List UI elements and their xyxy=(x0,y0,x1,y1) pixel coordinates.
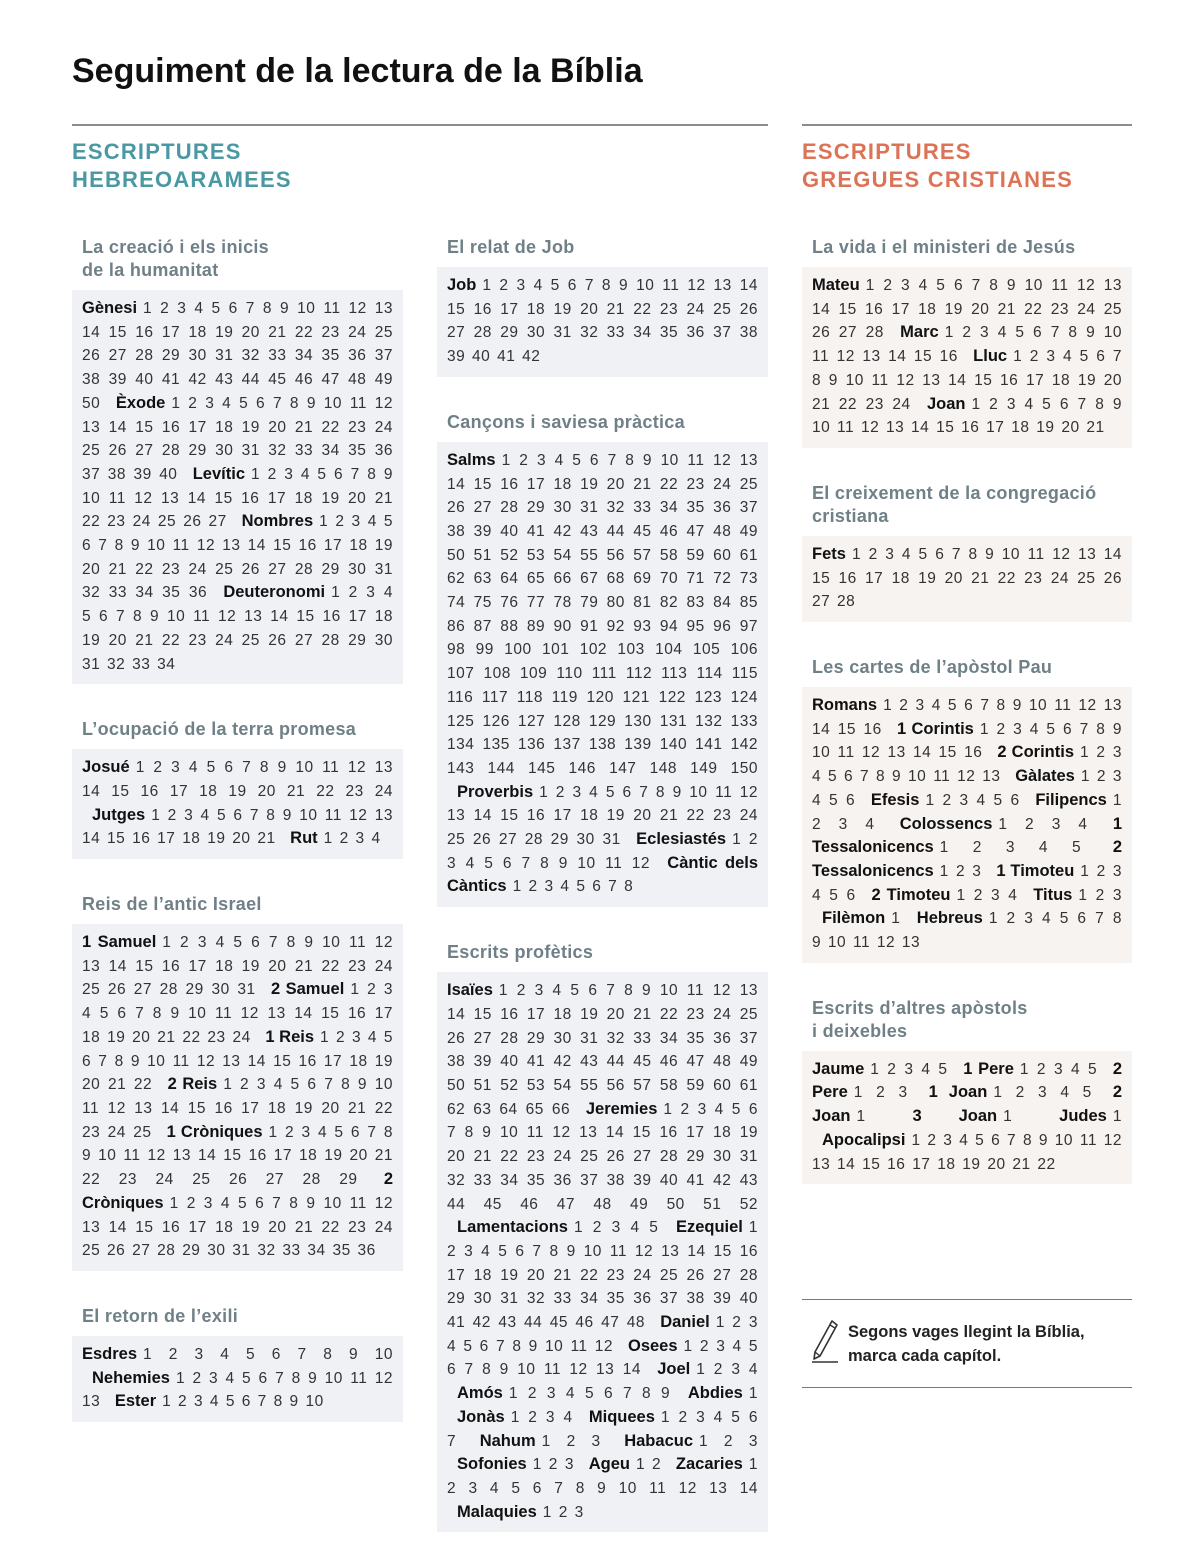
note-line2: marca cada capítol. xyxy=(848,1347,1002,1365)
group-title xyxy=(802,236,1132,259)
chapter-list[interactable]: 1 2 3 4 5 6 7 8 9 10 11 12 13 14 15 16 17 18 19 20 21 22 23 24 25 26 27 28 29 30 31 32 33 34 35 36 37 38 39 40 41 42 43 44 45 46 47 48 49 50 xyxy=(82,300,393,412)
chapter-box xyxy=(802,687,1132,963)
chapter-list[interactable]: 1 2 3 4 5 6 7 8 9 10 11 12 13 14 15 16 17 18 19 20 21 22 xyxy=(812,1131,1122,1173)
chapter-list[interactable]: 1 2 3 4 5 6 7 8 9 10 11 12 13 14 15 16 17 18 19 20 21 22 23 24 25 26 27 28 29 30 31 xyxy=(82,934,393,999)
chapter-list[interactable]: 1 2 3 4 5 6 7 8 9 10 11 12 13 14 15 16 xyxy=(812,324,1122,366)
group-jesus xyxy=(802,236,1132,448)
chapter-list[interactable]: 1 2 3 4 5 6 xyxy=(812,768,1122,809)
book-name: Jutges xyxy=(92,805,146,824)
group-title-line: de la humanitat xyxy=(82,260,219,280)
chapter-list[interactable]: 1 2 3 xyxy=(532,1456,574,1474)
chapter-list[interactable]: 1 2 xyxy=(635,1456,662,1474)
book-name: Ester xyxy=(114,1392,157,1411)
book-name: Eclesiastés xyxy=(636,830,727,849)
chapter-list[interactable]: 1 2 3 4 5 6 7 8 9 10 11 12 xyxy=(447,831,758,872)
chapter-list[interactable]: 1 2 3 4 5 6 7 xyxy=(447,1408,758,1450)
group-title xyxy=(72,236,403,282)
book-name: Habacuc xyxy=(624,1431,693,1450)
chapter-list[interactable]: 1 2 3 4 5 xyxy=(993,1084,1092,1102)
book-name: 2 Pere xyxy=(812,1059,1123,1102)
group-paul xyxy=(802,656,1132,963)
book-name: Miquees xyxy=(588,1407,655,1426)
book-name: Nehemies xyxy=(92,1368,170,1387)
chapter-list[interactable]: 1 2 3 xyxy=(939,862,982,880)
chapter-box xyxy=(802,536,1132,622)
group-title-line: El retorn de l’exili xyxy=(82,1305,239,1326)
book-name: Deuteronomi xyxy=(223,583,326,602)
chapter-list[interactable]: 1 2 3 4 5 xyxy=(573,1219,659,1237)
chapter-list[interactable]: 1 2 3 4 5 6 7 8 9 10 11 12 13 xyxy=(82,1369,393,1411)
book-name: 1 Corintis xyxy=(897,719,974,738)
book-name: Marc xyxy=(900,323,939,342)
group-title-line: El relat de Job xyxy=(447,237,575,257)
group-title-line: La vida i el ministeri de Jesús xyxy=(812,237,1076,257)
book-name: 2 Cròniques xyxy=(82,1170,393,1212)
group-title xyxy=(72,893,403,916)
book-name: Job xyxy=(447,276,477,294)
chapter-list[interactable]: 1 2 3 4 5 6 7 8 9 10 11 12 13 14 15 16 17 18 19 20 21 xyxy=(812,395,1122,437)
chapter-list[interactable]: 1 2 3 4 5 6 7 8 9 10 11 12 13 14 15 16 17 18 19 20 21 22 23 24 25 26 27 28 29 30 31 xyxy=(447,783,758,849)
chapter-list[interactable]: 1 2 3 4 5 6 7 8 9 xyxy=(508,1385,671,1403)
book-name: 2 Samuel xyxy=(271,980,345,999)
book-name: 1 Joan xyxy=(928,1083,988,1102)
group-job xyxy=(437,236,768,377)
chapter-list[interactable]: 1 xyxy=(748,1385,758,1403)
book-name: Gàlates xyxy=(1015,767,1075,786)
chapter-list[interactable]: 1 2 3 4 5 6 7 8 9 10 11 12 13 14 15 16 17 18 19 20 21 22 23 24 25 26 27 28 29 30 31 32 33 34 35 36 37 38 39 40 41 42 43 44 45 46 47 48 49 50 51 52 53 54 55 56 57 58 59 60 61 62 63 64 65 66 67 68 69 70 71 72 73 74 75 76 77 78 79 80 81 82 83 84 85 86 87 88 89 90 91 92 93 94 95 96 97 98 99 100 101 102 103 104 105 106 107 108 109 110 111 112 113 114 115 116 117 118 119 120 121 122 123 124 125 126 127 128 129 130 131 132 133 134 135 136 137 138 139 140 141 142 143 144 145 146 147 148 149 150 xyxy=(447,451,758,777)
group-title xyxy=(802,656,1132,679)
chapter-list[interactable]: 1 2 3 4 5 6 7 8 9 10 11 12 13 14 15 16 17 18 19 20 21 22 23 24 25 26 27 xyxy=(82,465,393,531)
book-name: Efesis xyxy=(870,790,920,809)
chapter-list[interactable]: 1 2 3 4 5 6 7 8 9 10 11 12 13 14 15 16 17 18 19 20 21 22 23 24 25 xyxy=(82,1076,393,1141)
group-title-line: Reis de l’antic Israel xyxy=(82,894,262,915)
book-name: Isaïes xyxy=(447,981,493,1000)
chapter-list[interactable]: 1 2 3 4 5 6 xyxy=(812,862,1122,904)
book-name: Judes xyxy=(1059,1107,1107,1126)
group-promised-land xyxy=(72,718,403,859)
chapter-box xyxy=(72,749,403,859)
chapter-box xyxy=(437,442,768,907)
chapter-box xyxy=(72,924,403,1271)
chapter-list[interactable]: 1 2 3 4 5 xyxy=(1019,1060,1098,1078)
chapter-list[interactable]: 1 2 3 4 5 6 7 8 9 10 11 12 13 14 15 16 xyxy=(812,697,1122,738)
book-name: Esdres xyxy=(82,1344,138,1363)
book-name: Daniel xyxy=(660,1313,710,1332)
group-title xyxy=(72,718,403,741)
chapter-list[interactable]: 1 2 3 xyxy=(542,1503,584,1521)
group-other-apostles xyxy=(802,997,1132,1185)
chapter-list[interactable]: 1 2 3 4 5 6 7 8 9 10 11 12 13 14 15 16 17 18 19 20 21 22 23 24 xyxy=(82,981,393,1046)
book-name: 2 Joan xyxy=(812,1083,1123,1126)
column-hebrew-left xyxy=(72,236,403,1422)
book-name: Apocalipsi xyxy=(822,1130,906,1149)
hebrew-section-line1: ESCRIPTURES xyxy=(72,139,242,164)
group-title-line: Escrits d’altres apòstols xyxy=(812,997,1028,1018)
chapter-list[interactable]: 1 2 3 4 5 6 7 8 xyxy=(512,878,634,896)
note-text xyxy=(848,1320,1085,1368)
book-name: Jaume xyxy=(812,1059,865,1078)
chapter-list[interactable]: 1 2 3 4 5 xyxy=(939,839,1082,857)
book-name: Salms xyxy=(447,450,496,469)
chapter-list[interactable]: 1 2 3 4 xyxy=(998,815,1088,833)
group-title xyxy=(802,482,1132,528)
group-title-line: cristiana xyxy=(812,505,889,526)
chapter-list[interactable]: 1 2 3 xyxy=(541,1432,601,1450)
group-title-line: L’ocupació de la terra promesa xyxy=(82,719,357,740)
group-creation xyxy=(72,236,403,684)
chapter-list[interactable]: 1 2 3 xyxy=(699,1432,758,1450)
group-title xyxy=(437,236,768,259)
group-title xyxy=(72,1305,403,1328)
chapter-list[interactable]: 1 2 3 4 5 6 7 8 9 10 11 12 13 14 xyxy=(447,1456,758,1497)
chapter-list[interactable]: 1 xyxy=(1112,1108,1122,1126)
book-name: 1 Pere xyxy=(963,1059,1014,1078)
book-name: Filèmon xyxy=(822,909,886,928)
book-name: 3 Joan xyxy=(912,1107,998,1126)
book-name: Càntic dels Càntics xyxy=(447,853,759,896)
reading-note xyxy=(802,1299,1132,1388)
book-name: Joel xyxy=(657,1360,691,1379)
group-title-line: La creació i els inicis xyxy=(82,237,269,257)
book-name: Malaquies xyxy=(457,1502,537,1521)
chapter-list[interactable]: 1 2 3 4 5 6 7 8 9 10 11 12 13 14 xyxy=(447,1337,758,1379)
chapter-box xyxy=(72,1336,403,1422)
book-name: Titus xyxy=(1033,885,1073,904)
book-name: Sofonies xyxy=(457,1455,527,1474)
book-name: Levític xyxy=(192,464,245,483)
chapter-box xyxy=(437,972,768,1532)
chapter-list[interactable]: 1 2 3 4 5 6 7 8 9 10 xyxy=(162,1393,324,1411)
chapter-list[interactable]: 1 2 3 4 5 6 7 8 9 10 11 12 13 14 15 16 17 18 19 20 21 22 23 24 25 26 27 28 29 30 31 32 33 34 xyxy=(82,584,393,673)
group-title xyxy=(802,997,1132,1043)
chapter-box xyxy=(72,290,403,684)
book-name: Joan xyxy=(926,394,966,413)
group-prophetic xyxy=(437,941,768,1532)
group-title-line: Escrits profètics xyxy=(447,942,594,963)
greek-section-line1: ESCRIPTURES xyxy=(802,139,972,164)
chapter-box xyxy=(802,267,1132,448)
chapter-list[interactable]: 1 2 3 xyxy=(853,1084,908,1102)
book-name: 1 Samuel xyxy=(82,933,157,952)
book-name: Zacaries xyxy=(675,1455,743,1474)
chapter-list[interactable]: 1 2 3 4 5 6 7 8 9 10 11 12 13 14 15 16 17 18 19 20 21 22 23 24 25 26 27 28 29 30 31 32 33 34 35 36 xyxy=(82,513,393,602)
hebrew-section-line2: HEBREOARAMEES xyxy=(72,167,292,192)
column-greek xyxy=(802,236,1132,1184)
chapter-list[interactable]: 1 2 3 4 xyxy=(696,1361,758,1379)
hebrew-divider xyxy=(72,124,768,126)
chapter-list[interactable]: 1 2 3 4 5 xyxy=(870,1060,948,1078)
chapter-list[interactable]: 1 2 3 4 xyxy=(510,1408,573,1426)
book-name: Mateu xyxy=(812,276,860,294)
book-name: Ezequiel xyxy=(675,1218,743,1237)
chapter-list[interactable]: 1 2 3 4 5 6 7 8 9 10 11 12 13 14 15 16 17 18 19 20 21 22 23 24 25 26 27 28 xyxy=(812,545,1122,611)
chapter-list[interactable]: 1 2 3 xyxy=(1078,886,1122,904)
book-name: 2 Tessalonicencs xyxy=(812,838,1122,880)
chapter-list[interactable]: 1 2 3 4 5 6 7 8 9 10 11 12 13 14 15 16 17 18 19 20 21 xyxy=(82,806,393,848)
book-name: Lamentacions xyxy=(457,1218,568,1237)
chapter-list[interactable]: 1 xyxy=(891,910,901,928)
chapter-list[interactable]: 1 xyxy=(856,1108,866,1126)
chapter-list[interactable]: 1 2 3 4 5 6 7 8 9 10 xyxy=(143,1345,393,1363)
chapter-list[interactable]: 1 2 3 4 5 6 7 8 9 10 11 12 13 14 15 16 17 18 19 20 21 22 23 24 25 26 27 28 29 30 31 32 33 34 35 36 37 38 39 40 xyxy=(82,394,393,483)
chapter-list[interactable]: 1 xyxy=(1003,1108,1013,1126)
group-songs xyxy=(437,411,768,907)
book-name: 2 Reis xyxy=(167,1075,218,1094)
page-title: Seguiment de la lectura de la Bíblia xyxy=(72,52,643,90)
book-name: Josué xyxy=(82,758,130,777)
chapter-list[interactable]: 1 2 3 4 5 6 7 8 9 10 11 12 13 14 15 16 17 18 19 20 21 22 23 24 xyxy=(812,348,1122,413)
group-congregation xyxy=(802,482,1132,622)
chapter-list[interactable]: 1 2 3 4 5 6 7 8 9 10 11 12 13 14 15 16 17 18 19 20 21 22 23 24 xyxy=(82,759,393,800)
greek-section-heading xyxy=(802,138,1073,194)
book-name: Lluc xyxy=(973,347,1008,366)
book-name: Proverbis xyxy=(457,782,534,801)
book-name: Amós xyxy=(457,1384,503,1403)
book-name: 2 Timoteu xyxy=(871,885,951,904)
chapter-list[interactable]: 1 2 3 4 5 6 7 8 9 10 11 12 13 xyxy=(812,910,1122,952)
chapter-list[interactable]: 1 2 3 4 5 6 7 8 9 10 11 12 13 14 15 16 17 18 19 20 21 22 23 24 25 26 27 28 29 xyxy=(82,1123,393,1189)
chapter-list[interactable]: 1 2 3 4 5 6 7 8 9 10 11 12 13 14 15 16 17 18 19 20 21 22 23 24 25 26 27 28 29 30 31 32 33 34 35 36 37 38 39 40 41 42 43 44 45 46 47 48 xyxy=(447,1219,758,1332)
pencil-icon xyxy=(810,1318,840,1364)
group-kings xyxy=(72,893,403,1271)
chapter-list[interactable]: 1 2 3 4 5 6 7 8 9 10 11 12 13 14 15 16 17 18 19 20 21 22 xyxy=(82,1028,393,1094)
chapter-box xyxy=(437,267,768,377)
book-name: Jeremies xyxy=(585,1099,658,1118)
chapter-list[interactable]: 1 2 3 4 5 6 xyxy=(925,791,1020,809)
book-name: Hebreus xyxy=(916,909,983,928)
note-line1: Segons vages llegint la Bíblia, xyxy=(848,1323,1085,1341)
book-name: Osees xyxy=(628,1336,678,1355)
hebrew-section-heading xyxy=(72,138,292,194)
chapter-list[interactable]: 1 2 3 4 5 6 7 8 9 10 11 12 13 14 15 16 17 18 19 20 21 22 23 24 25 26 27 28 29 30 31 32 33 34 35 36 xyxy=(82,1194,393,1260)
group-title-line: El creixement de la congregació xyxy=(812,482,1097,503)
book-name: Jonàs xyxy=(457,1407,505,1426)
book-name: 1 Tessalonicencs xyxy=(812,814,1122,857)
group-title-line: Les cartes de l’apòstol Pau xyxy=(812,657,1053,678)
chapter-list[interactable]: 1 2 3 4 5 6 7 8 9 10 11 12 13 xyxy=(812,744,1122,786)
book-name: Colossencs xyxy=(899,814,993,833)
book-name: Èxode xyxy=(115,393,166,412)
greek-section-line2: GREGUES CRISTIANES xyxy=(802,167,1073,192)
book-name: Nombres xyxy=(241,512,314,531)
chapter-list[interactable]: 1 2 3 4 5 6 7 8 9 10 11 12 13 14 15 16 17 18 19 20 21 22 23 24 25 26 27 28 29 30 31 32 33 34 35 36 37 38 39 40 41 42 xyxy=(447,277,758,366)
book-name: Filipencs xyxy=(1035,790,1107,809)
book-name: Gènesi xyxy=(82,299,138,317)
book-name: Fets xyxy=(812,544,846,563)
chapter-list[interactable]: 1 2 3 4 xyxy=(323,830,381,848)
book-name: Romans xyxy=(812,696,878,715)
chapter-box xyxy=(802,1051,1132,1185)
chapter-list[interactable]: 1 2 3 4 5 6 7 8 9 10 11 12 13 14 15 16 17 18 19 20 21 22 23 24 25 26 27 28 29 30 31 32 33 34 35 36 37 38 39 40 41 42 43 44 45 46 47 48 49 50 51 52 53 54 55 56 57 58 59 60 61 62 63 64 65 66 xyxy=(447,982,758,1118)
group-exile xyxy=(72,1305,403,1422)
chapter-list[interactable]: 1 2 3 4 xyxy=(956,886,1018,904)
book-name: Rut xyxy=(290,829,318,848)
chapter-list[interactable]: 1 2 3 4 xyxy=(812,791,1122,833)
chapter-list[interactable]: 1 2 3 4 5 6 7 8 9 10 11 12 13 14 15 16 17 18 19 20 21 22 23 24 25 26 27 28 xyxy=(812,277,1122,342)
book-name: 1 Reis xyxy=(265,1027,315,1046)
group-title-line: i deixebles xyxy=(812,1020,908,1041)
chapter-list[interactable]: 1 2 3 4 5 6 7 8 9 10 11 12 xyxy=(447,1314,758,1355)
book-name: Ageu xyxy=(588,1455,630,1474)
chapter-list[interactable]: 1 2 3 4 5 6 7 8 9 10 11 12 13 14 15 16 xyxy=(812,720,1122,762)
group-title xyxy=(437,411,768,434)
chapter-list[interactable]: 1 2 3 4 5 6 7 8 9 10 11 12 13 14 15 16 17 18 19 20 21 22 23 24 25 26 27 28 29 30 31 32 33 34 35 36 37 38 39 40 41 42 43 44 45 46 47 48 49 50 51 52 xyxy=(447,1100,758,1213)
group-title-line: Cançons i saviesa pràctica xyxy=(447,411,685,432)
book-name: 1 Cròniques xyxy=(166,1122,263,1141)
column-hebrew-right xyxy=(437,236,768,1532)
greek-divider xyxy=(802,124,1132,126)
book-name: 2 Corintis xyxy=(997,743,1075,762)
book-name: Abdies xyxy=(687,1384,743,1403)
book-name: Nahum xyxy=(479,1431,536,1450)
group-title xyxy=(437,941,768,964)
book-name: 1 Timoteu xyxy=(996,861,1075,880)
